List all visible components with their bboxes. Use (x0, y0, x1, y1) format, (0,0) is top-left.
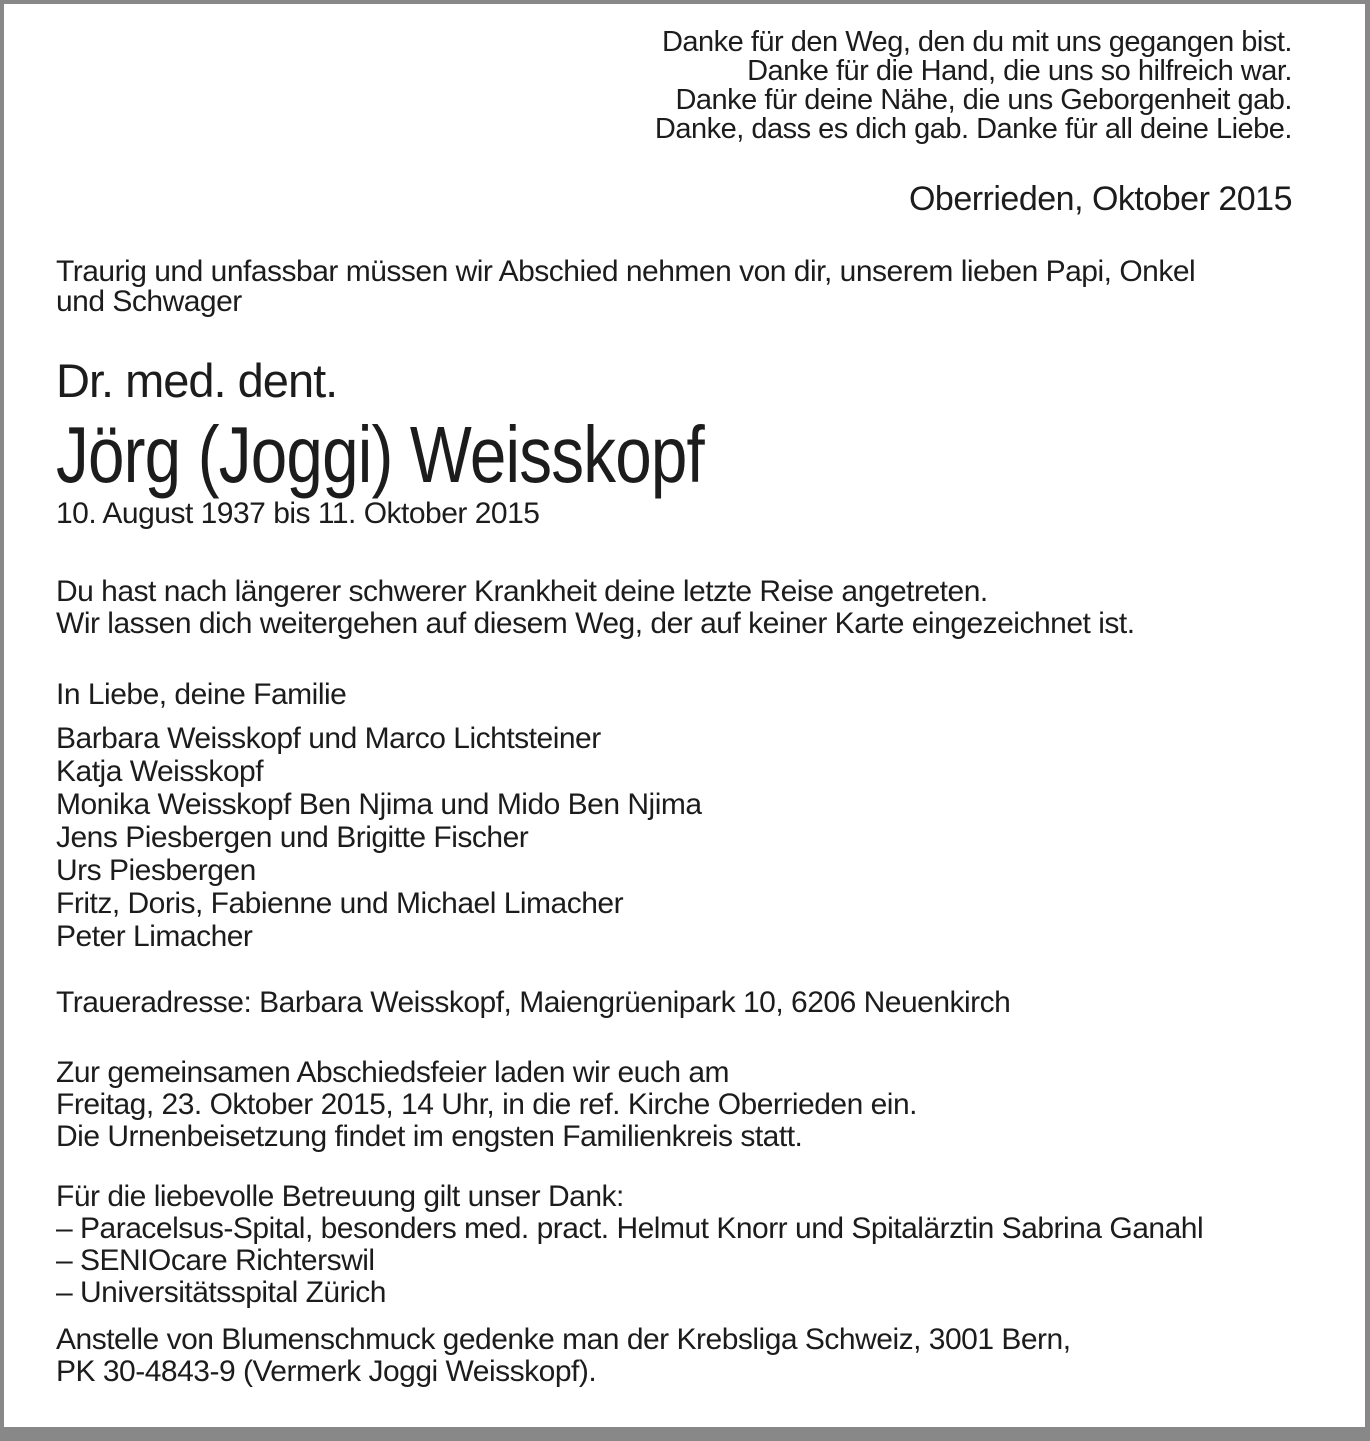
epigraph-line: Danke für die Hand, die uns so hilfreich war. (747, 55, 1292, 87)
epigraph-line: Danke, dass es dich gab. Danke für all deine Liebe. (654, 113, 1292, 145)
epigraph-line: Danke für den Weg, den du mit uns gegangen bist. (661, 26, 1292, 58)
family-member: Barbara Weisskopf und Marco Lichtsteiner (56, 722, 601, 755)
life-dates-text: 10. August 1937 bis 11. Oktober 2015 (56, 497, 540, 530)
family-member: Katja Weisskopf (56, 755, 264, 788)
ceremony-line: Zur gemeinsamen Abschiedsfeier laden wir euch am (56, 1056, 730, 1089)
mourning-address (56, 987, 1010, 1019)
family-salutation-text: In Liebe, deine Familie (56, 678, 347, 711)
deceased-name (56, 410, 704, 499)
farewell-line: Du hast nach längerer schwerer Krankheit deine letzte Reise angetreten. (56, 575, 988, 608)
intro-paragraph (56, 257, 1195, 317)
donation-line: PK 30-4843-9 (Vermerk Joggi Weisskopf). (56, 1355, 597, 1388)
farewell-paragraph (56, 576, 1135, 640)
thanks-item: – Universitätsspital Zürich (56, 1276, 386, 1309)
family-member: Jens Piesbergen und Brigitte Fischer (56, 821, 529, 854)
farewell-line: Wir lassen dich weitergehen auf diesem Weg, der auf keiner Karte eingezeichnet ist. (56, 607, 1135, 640)
academic-title-text: Dr. med. dent. (56, 354, 338, 407)
thanks-item: – SENIOcare Richterswil (56, 1244, 375, 1277)
epigraph-quote (655, 28, 1292, 144)
life-dates (56, 498, 539, 530)
intro-line: Traurig und unfassbar müssen wir Abschied nehmen von dir, unserem lieben Papi, Onkel (56, 255, 1196, 288)
family-members-list (56, 722, 702, 953)
family-salutation (56, 679, 346, 711)
thanks-heading: Für die liebevolle Betreuung gilt unser Dank: (56, 1180, 624, 1213)
family-member: Monika Weisskopf Ben Njima und Mido Ben Njima (56, 788, 702, 821)
thanks-section (56, 1181, 1203, 1309)
donation-line: Anstelle von Blumenschmuck gedenke man der Krebsliga Schweiz, 3001 Bern, (56, 1323, 1071, 1356)
academic-title (56, 356, 337, 406)
ceremony-line: Freitag, 23. Oktober 2015, 14 Uhr, in die ref. Kirche Oberrieden ein. (56, 1088, 917, 1121)
thanks-item: – Paracelsus-Spital, besonders med. pract. Helmut Knorr und Spitalärztin Sabrina Ganahl (56, 1212, 1204, 1245)
donation-note (56, 1324, 1071, 1388)
place-date-line (909, 181, 1292, 217)
intro-line: und Schwager (56, 285, 242, 318)
place-date-text: Oberrieden, Oktober 2015 (908, 180, 1292, 218)
family-member: Fritz, Doris, Fabienne und Michael Limacher (56, 887, 624, 920)
deceased-name-text: Jörg (Joggi) Weisskopf (56, 410, 704, 499)
ceremony-info (56, 1057, 917, 1153)
mourning-address-text: Traueradresse: Barbara Weisskopf, Maiengrüenipark 10, 6206 Neuenkirch (56, 986, 1011, 1019)
ceremony-line: Die Urnenbeisetzung findet im engsten Familienkreis statt. (56, 1120, 803, 1153)
family-member: Peter Limacher (56, 920, 253, 953)
family-member: Urs Piesbergen (56, 854, 256, 887)
epigraph-line: Danke für deine Nähe, die uns Geborgenheit gab. (675, 84, 1292, 116)
